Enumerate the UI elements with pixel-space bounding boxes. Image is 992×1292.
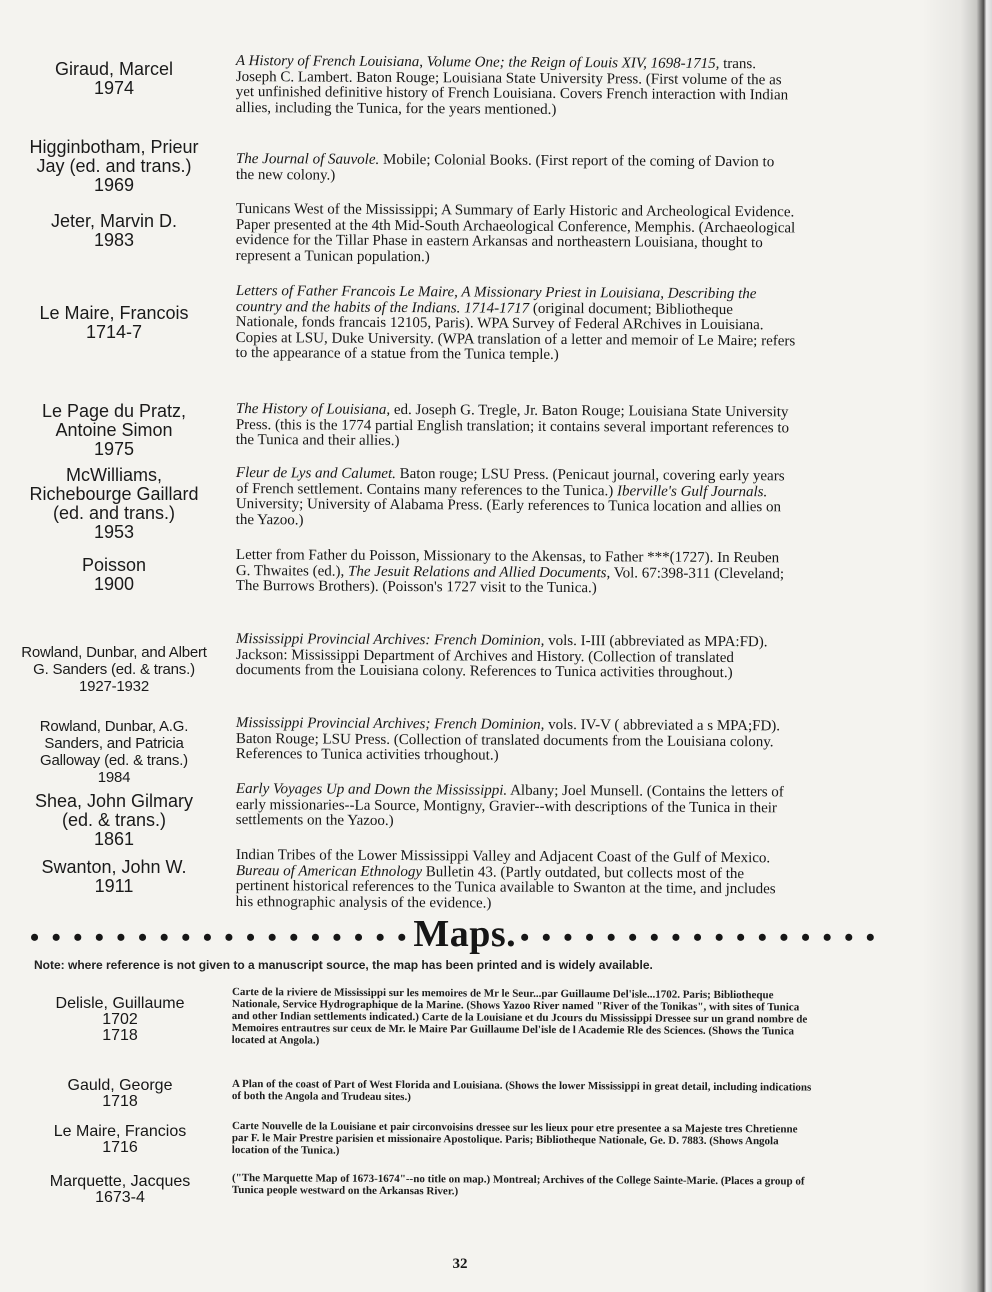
author-line: 1861 xyxy=(93,829,135,849)
author-line: Higginbotham, Prieur xyxy=(29,137,199,157)
author-line: Rowland, Dunbar, and Albert xyxy=(21,644,207,661)
map-author xyxy=(20,1078,220,1110)
reference-author xyxy=(14,402,214,459)
italic-title-text: Mississippi Provincial Archives: French Dominion, xyxy=(235,631,545,649)
reference-author xyxy=(14,304,214,342)
reference-author xyxy=(14,858,214,896)
description-text: vols. IV-V ( abbreviated a s MPA;FD). Baton Rouge; LSU Press. (Collection of translated documents from the Louisiana colony. References to Tunica activities trhoughout.) xyxy=(235,716,781,764)
map-description: Carte de la riviere de Mississippi sur les memoires de Mr le Seur...par Guillaume Del'isle...1702. Paris; Bibliotheque Nationale, Service Hydrographique de la Marine. (Shows Yazoo River named "River of the Tonikas", with sites of Tunica and other Indian settlements indicated.) Carte de la Louisiane et du Jcours du Mississippi Dressee sur un grand nombre de Memoires entrautres sur ceux de Mr. le Maire Par Guillaume Del'isle de l Academie Rle des Sciences. (Shows the Tunica located at Angola.) xyxy=(231,986,808,1047)
author-line: (ed. & trans.) xyxy=(61,810,167,830)
author-line: 1702 xyxy=(102,1011,138,1028)
description-text: Vol. 67:398-311 (Cleveland; The Burrows Brothers). (Poisson's 1727 visit to the Tunica.) xyxy=(235,564,785,597)
italic-title-text: A History of French Louisiana, Volume One; the Reign of Louis XIV, 1698-1715, xyxy=(235,53,720,72)
page-number: 32 xyxy=(452,1256,468,1272)
author-line: 1984 xyxy=(97,769,131,786)
author-line: Delisle, Guillaume xyxy=(55,995,185,1012)
reference-author xyxy=(14,718,214,786)
author-line: 1716 xyxy=(102,1139,138,1156)
reference-author xyxy=(14,792,214,849)
italic-title-text: Mississippi Provincial Archives; French Dominion, xyxy=(235,715,545,733)
reference-description xyxy=(236,152,796,186)
reference-description xyxy=(236,284,796,365)
italic-title-text: Early Voyages Up and Down the Mississippi. xyxy=(235,781,508,799)
author-line: Galloway (ed. & trans.) xyxy=(40,752,188,769)
map-description: A Plan of the coast of Part of West Florida and Louisiana. (Shows the lower Mississippi in great detail, including indications of both the Angola and Trudeau sites.) xyxy=(231,1078,812,1104)
author-line: Jeter, Marvin D. xyxy=(50,211,178,231)
reference-description xyxy=(236,632,796,682)
page-edge-shadow xyxy=(922,0,992,1292)
author-line: 1718 xyxy=(102,1093,138,1110)
reference-author xyxy=(14,644,214,695)
author-line: 1969 xyxy=(93,175,135,195)
map-author xyxy=(20,996,220,1044)
author-line: Poisson xyxy=(81,555,147,575)
author-line: 1714-7 xyxy=(85,322,143,342)
author-line: Le Page du Pratz, xyxy=(41,401,187,421)
author-line: Giraud, Marcel xyxy=(54,59,174,79)
author-line: Jay (ed. and trans.) xyxy=(36,156,192,176)
reference-description xyxy=(236,782,796,832)
italic-title-text: Letters of Father Francois Le Maire, A Missionary Priest in Louisiana, Describing the country and the habits of the Indians. 1714-1717 xyxy=(235,283,757,317)
author-line: 1953 xyxy=(93,522,135,542)
reference-description xyxy=(236,402,796,452)
description-text: Tunicans West of the Mississippi; A Summary of Early Historic and Archeological Evidence. Paper presented at the 4th Mid-South Archaeological Conference, Memphis. (Archaeological evidence for the Tillar Phase in eastern Arkansas and northeastern Louisiana, thought to represent a Tunican population.) xyxy=(235,201,796,265)
author-line: (ed. and trans.) xyxy=(52,503,176,523)
reference-author xyxy=(14,212,214,250)
map-description: Carte Nouvelle de la Louisiane et pair circonvoisins dressee sur les lieux pour etre presentee a sa Majeste tres Chretienne par F. le Mair Prestre parisien et missionaire Apostolique. Paris; Bibliotheque Nationale, Ge. D. 7883. (Shows Angola location of the Tunica.) xyxy=(231,1120,798,1157)
reference-author xyxy=(14,60,214,98)
author-line: Rowland, Dunbar, A.G. xyxy=(39,718,189,735)
author-line: Sanders, and Patricia xyxy=(44,735,184,752)
author-line: Swanton, John W. xyxy=(41,857,187,877)
author-line: Gauld, George xyxy=(67,1077,173,1094)
description-text: Mobile; Colonial Books. (First report of the coming of Davion to the new colony.) xyxy=(235,151,775,184)
author-line: 1673-4 xyxy=(95,1189,145,1206)
description-text: Baton rouge; LSU Press. (Penicaut journal, covering early years of French settlement. Contains many references to the Tunica.) xyxy=(235,465,785,499)
maps-section-header xyxy=(30,912,878,956)
description-text: Albany; Joel Munsell. (Contains the letters of early missionaries--La Source, Montigny, Gravier--with descriptions of the Tunica in their settlements on the Yazoo.) xyxy=(235,782,784,829)
map-description: ("The Marquette Map of 1673-1674"--no title on map.) Montreal; Archives of the College Sainte-Marie. (Places a group of Tunica people westward on the Arkansas River.) xyxy=(231,1172,805,1198)
italic-title-text: Iberville's Gulf Journals. xyxy=(616,482,768,500)
italic-title-text: Fleur de Lys and Calumet. xyxy=(235,465,396,482)
description-text: trans. Joseph C. Lambert. Baton Rouge; Louisiana State University Press. (First volume of the as yet unfinished definitive history of French Louisiana. Covers French interaction with Indian allies, including the Tunica, for the years mentioned.) xyxy=(235,55,789,118)
author-line: Antoine Simon xyxy=(55,420,173,440)
author-line: 1718 xyxy=(102,1027,138,1044)
reference-description xyxy=(236,716,796,766)
map-author xyxy=(20,1174,220,1206)
author-line: Shea, John Gilmary xyxy=(34,791,194,811)
maps-section-title: Maps. xyxy=(413,913,517,955)
description-text: vols. I-III (abbreviated as MPA:FD). Jackson: Mississippi Department of Archives and History. (Collection of translated documents from the Louisiana colony. References to Tunica activities throughout.) xyxy=(235,632,768,682)
author-line: 1911 xyxy=(94,876,134,896)
italic-title-text: The History of Louisiana, xyxy=(235,401,391,418)
author-line: Marquette, Jacques xyxy=(49,1173,191,1190)
reference-author xyxy=(14,138,214,195)
italic-title-text: Bureau of American Ethnology xyxy=(235,862,423,880)
author-line: McWilliams, xyxy=(66,465,162,485)
description-text: ed. Joseph G. Tregle, Jr. Baton Rouge; Louisiana State University Press. (this is the 1774 partial English translation; it contains several important references to the Tunica and their allies.) xyxy=(235,401,790,449)
reference-description xyxy=(236,466,796,531)
reference-description xyxy=(236,54,796,119)
author-line: Le Maire, Francois xyxy=(39,303,189,323)
author-line: 1975 xyxy=(93,439,135,459)
description-text: Bulletin 43. (Partly outdated, but collects most of the pertinent historical references to the Tunica available to Swanton at the time, and jncludes his ethnographic analysis of the evidence.) xyxy=(235,863,776,912)
reference-description xyxy=(236,848,796,913)
author-line: Richebourge Gaillard xyxy=(29,484,199,504)
reference-author xyxy=(14,556,214,594)
author-line: 1927-1932 xyxy=(79,678,149,695)
author-line: 1900 xyxy=(93,574,135,594)
author-line: G. Sanders (ed. & trans.) xyxy=(33,661,195,678)
reference-author xyxy=(14,466,214,542)
maps-note: Note: where reference is not given to a manuscript source, the map has been printed and is widely available. xyxy=(34,958,653,972)
author-line: Le Maire, Francios xyxy=(53,1123,187,1140)
description-text: Letter from Father du Poisson, Missionary to the Akensas, to Father ***(1727). In Reuben G. Thwaites (ed.), xyxy=(235,547,780,580)
reference-description xyxy=(236,202,796,267)
author-line: 1983 xyxy=(93,230,135,250)
description-text: Indian Tribes of the Lower Mississippi Valley and Adjacent Coast of the Gulf of Mexico. xyxy=(235,847,771,867)
map-author xyxy=(20,1124,220,1156)
italic-title-text: The Journal of Sauvole. xyxy=(235,151,380,168)
description-text: (original document; Bibliotheque Nationale, fonds francais 12105, Paris). WPA Survey of Federal ARchives in Louisiana. Copies at LSU, Duke University. (WPA translation of a letter and memoir of Le Maire; refers to the appearance of a statue from the Tunica temple.) xyxy=(235,300,796,363)
dotted-leader-right: • • • • • • • • • • • • • • • • • xyxy=(520,923,878,952)
italic-title-text: The Jesuit Relations and Allied Documents, xyxy=(348,563,611,581)
dotted-leader-left: • • • • • • • • • • • • • • • • • • xyxy=(30,923,410,952)
description-text: University; University of Alabama Press. (Early references to Tunica location and allies on the Yazoo.) xyxy=(235,495,782,528)
reference-description xyxy=(236,548,796,598)
author-line: 1974 xyxy=(93,78,135,98)
